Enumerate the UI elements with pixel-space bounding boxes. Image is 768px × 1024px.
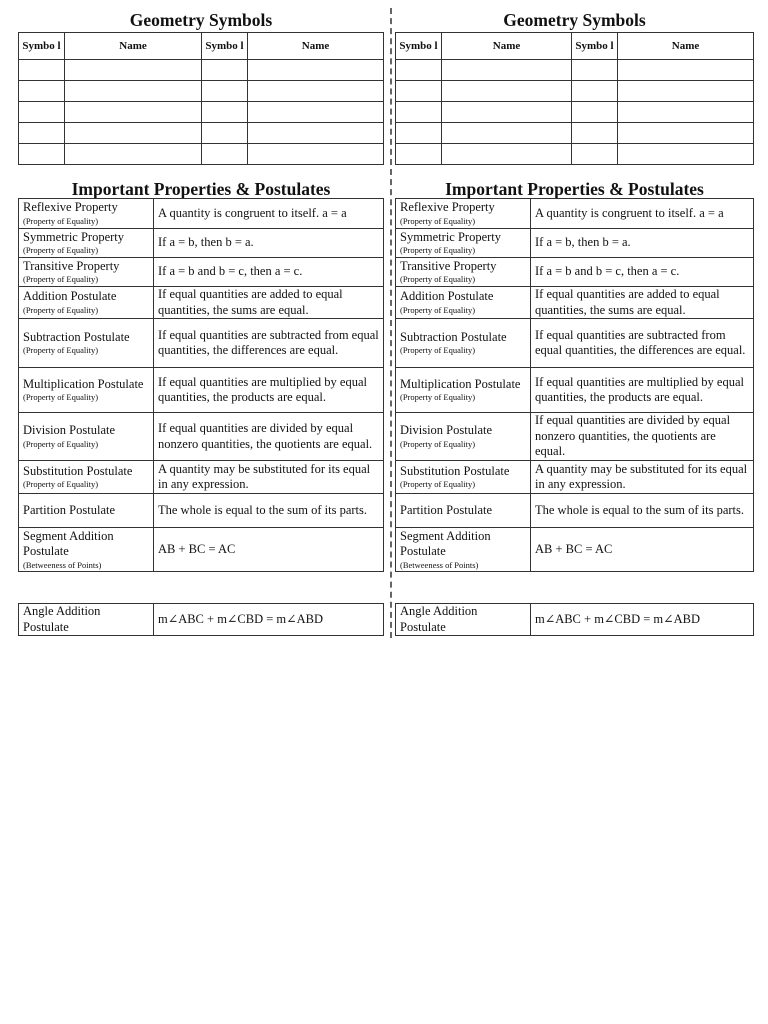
symbols-empty-row (396, 81, 754, 102)
symbols-empty-row (396, 102, 754, 123)
property-category: (Property of Equality) (400, 304, 476, 315)
blank-cell[interactable] (572, 60, 618, 81)
property-category: (Property of Equality) (23, 345, 99, 356)
property-name-cell (19, 528, 154, 572)
symbols-header-row (396, 33, 754, 60)
property-name: Addition Postulate (400, 289, 494, 304)
symbols-empty-row (396, 60, 754, 81)
blank-cell[interactable] (65, 60, 202, 81)
blank-cell[interactable] (202, 144, 248, 165)
blank-cell[interactable] (19, 102, 65, 123)
property-category: (Property of Equality) (400, 392, 476, 403)
property-description: If a = b, then b = a. (531, 229, 754, 258)
property-name: Addition Postulate (23, 289, 117, 304)
property-category: (Property of Equality) (23, 438, 99, 449)
property-name: Division Postulate (400, 423, 493, 438)
property-category: (Property of Equality) (23, 304, 99, 315)
blank-cell[interactable] (396, 81, 442, 102)
property-description: m∠ABC + m∠CBD = m∠ABD (531, 604, 754, 636)
property-category: (Property of Equality) (400, 215, 476, 226)
property-name-cell (19, 413, 154, 461)
symbol-header: Symbo l (19, 33, 65, 60)
property-name: Partition Postulate (400, 502, 493, 517)
property-name: Symmetric Property (400, 229, 502, 244)
property-row (19, 319, 384, 368)
property-row (396, 229, 754, 258)
property-description: A quantity may be substituted for its equal in any expression. (531, 461, 754, 494)
property-name-cell (396, 199, 531, 229)
name-header: Name (618, 33, 754, 60)
property-name: Substitution Postulate (400, 463, 510, 478)
symbol-header: Symbo l (202, 33, 248, 60)
property-description: If equal quantities are subtracted from equal quantities, the differences are equal. (154, 319, 384, 368)
property-description: If a = b and b = c, then a = c. (154, 258, 384, 287)
property-category: (Property of Equality) (23, 479, 99, 490)
property-description: AB + BC = AC (531, 528, 754, 572)
blank-cell[interactable] (248, 123, 384, 144)
property-category: (Property of Equality) (23, 215, 99, 226)
property-name: Segment Addition Postulate (23, 528, 114, 558)
property-description: If equal quantities are divided by equal nonzero quantities, the quotients are equal. (154, 413, 384, 461)
property-category: (Property of Equality) (400, 245, 476, 256)
property-name-cell (396, 368, 531, 413)
blank-cell[interactable] (396, 102, 442, 123)
blank-cell[interactable] (19, 81, 65, 102)
symbols-header-row (19, 33, 384, 60)
property-name: Angle Addition Postulate (19, 604, 154, 636)
properties-table (395, 198, 754, 572)
property-description: A quantity is congruent to itself. a = a (531, 199, 754, 229)
blank-cell[interactable] (396, 123, 442, 144)
property-row (396, 258, 754, 287)
blank-cell[interactable] (65, 81, 202, 102)
property-name-cell (396, 461, 531, 494)
property-row (396, 199, 754, 229)
property-row (19, 199, 384, 229)
property-name-cell (396, 258, 531, 287)
property-row (19, 229, 384, 258)
angle-addition-table (395, 603, 754, 636)
property-name: Subtraction Postulate (400, 329, 507, 344)
angle-addition-table (18, 603, 384, 636)
property-row (19, 413, 384, 461)
symbols-empty-row (19, 60, 384, 81)
property-row (19, 528, 384, 572)
blank-cell[interactable] (442, 60, 572, 81)
blank-cell[interactable] (618, 60, 754, 81)
property-description: AB + BC = AC (154, 528, 384, 572)
symbol-header: Symbo l (396, 33, 442, 60)
blank-cell[interactable] (572, 144, 618, 165)
property-name: Subtraction Postulate (23, 329, 130, 344)
property-name-cell (396, 229, 531, 258)
property-category: (Betweeness of Points) (400, 559, 479, 570)
property-description: If equal quantities are subtracted from equal quantities, the differences are equal. (531, 319, 754, 368)
property-name-cell (396, 528, 531, 572)
property-row (19, 368, 384, 413)
property-name: Multiplication Postulate (23, 376, 144, 391)
symbols-empty-row (19, 144, 384, 165)
blank-cell[interactable] (442, 123, 572, 144)
property-name-cell (19, 258, 154, 287)
property-description: If equal quantities are divided by equal nonzero quantities, the quotients are equal. (531, 413, 754, 461)
property-row (396, 368, 754, 413)
property-description: If a = b and b = c, then a = c. (531, 258, 754, 287)
property-row (19, 494, 384, 528)
property-name-cell (19, 229, 154, 258)
blank-cell[interactable] (396, 144, 442, 165)
blank-cell[interactable] (202, 102, 248, 123)
property-row (396, 287, 754, 319)
blank-cell[interactable] (65, 102, 202, 123)
symbols-table (395, 32, 754, 165)
blank-cell[interactable] (618, 123, 754, 144)
property-name: Division Postulate (23, 423, 116, 438)
property-description: m∠ABC + m∠CBD = m∠ABD (154, 604, 384, 636)
property-name-cell (396, 287, 531, 319)
property-name: Reflexive Property (400, 200, 495, 215)
property-name: Substitution Postulate (23, 463, 133, 478)
blank-cell[interactable] (618, 144, 754, 165)
name-header: Name (65, 33, 202, 60)
blank-cell[interactable] (442, 102, 572, 123)
property-name-cell (19, 287, 154, 319)
symbols-table (18, 32, 384, 165)
property-category: (Property of Equality) (23, 392, 99, 403)
property-row (19, 461, 384, 494)
property-name: Angle Addition Postulate (396, 604, 531, 636)
property-description: The whole is equal to the sum of its parts. (531, 494, 754, 528)
blank-cell[interactable] (248, 81, 384, 102)
property-name: Segment Addition Postulate (400, 528, 491, 558)
symbols-empty-row (19, 102, 384, 123)
blank-cell[interactable] (65, 144, 202, 165)
property-row (19, 258, 384, 287)
blank-cell[interactable] (442, 81, 572, 102)
property-name-cell (396, 319, 531, 368)
property-category: (Property of Equality) (400, 438, 476, 449)
property-name-cell (19, 319, 154, 368)
blank-cell[interactable] (248, 102, 384, 123)
property-row (396, 319, 754, 368)
blank-cell[interactable] (618, 81, 754, 102)
blank-cell[interactable] (572, 123, 618, 144)
properties-table (18, 198, 384, 572)
properties-title: Important Properties & Postulates (445, 179, 704, 199)
property-description: If equal quantities are added to equal quantities, the sums are equal. (154, 287, 384, 319)
property-description: If equal quantities are multiplied by equal quantities, the products are equal. (531, 368, 754, 413)
blank-cell[interactable] (248, 60, 384, 81)
blank-cell[interactable] (19, 123, 65, 144)
blank-cell[interactable] (618, 102, 754, 123)
blank-cell[interactable] (396, 60, 442, 81)
blank-cell[interactable] (202, 60, 248, 81)
properties-title: Important Properties & Postulates (71, 179, 331, 199)
property-row (396, 494, 754, 528)
blank-cell[interactable] (248, 144, 384, 165)
property-name: Multiplication Postulate (400, 376, 521, 391)
blank-cell[interactable] (202, 123, 248, 144)
property-category: (Property of Equality) (400, 479, 476, 490)
property-category: (Property of Equality) (23, 274, 99, 285)
property-description: A quantity is congruent to itself. a = a (154, 199, 384, 229)
blank-cell[interactable] (19, 60, 65, 81)
property-description: A quantity may be substituted for its equal in any expression. (154, 461, 384, 494)
blank-cell[interactable] (572, 102, 618, 123)
angle-addition-row (19, 604, 384, 636)
property-name: Reflexive Property (23, 200, 118, 215)
property-name: Transitive Property (400, 258, 497, 273)
property-category: (Property of Equality) (400, 274, 476, 285)
property-category: (Property of Equality) (400, 345, 476, 356)
symbols-empty-row (396, 144, 754, 165)
property-name-cell (19, 461, 154, 494)
property-description: If equal quantities are added to equal quantities, the sums are equal. (531, 287, 754, 319)
angle-addition-row (396, 604, 754, 636)
property-name-cell (396, 494, 531, 528)
symbols-title: Geometry Symbols (503, 10, 646, 30)
symbols-empty-row (19, 123, 384, 144)
name-header: Name (442, 33, 572, 60)
blank-cell[interactable] (572, 81, 618, 102)
property-name: Partition Postulate (23, 502, 116, 517)
property-name: Transitive Property (23, 258, 120, 273)
symbols-empty-row (396, 123, 754, 144)
blank-cell[interactable] (65, 123, 202, 144)
name-header: Name (248, 33, 384, 60)
property-name-cell (19, 494, 154, 528)
property-row (396, 461, 754, 494)
blank-cell[interactable] (202, 81, 248, 102)
property-row (396, 413, 754, 461)
symbols-title: Geometry Symbols (129, 10, 273, 30)
property-name: Symmetric Property (23, 229, 125, 244)
property-description: The whole is equal to the sum of its parts. (154, 494, 384, 528)
property-row (19, 287, 384, 319)
property-description: If a = b, then b = a. (154, 229, 384, 258)
property-description: If equal quantities are multiplied by equal quantities, the products are equal. (154, 368, 384, 413)
symbol-header: Symbo l (572, 33, 618, 60)
blank-cell[interactable] (19, 144, 65, 165)
cut-line-divider (390, 8, 392, 638)
property-category: (Property of Equality) (23, 245, 99, 256)
blank-cell[interactable] (442, 144, 572, 165)
property-name-cell (19, 368, 154, 413)
property-category: (Betweeness of Points) (23, 559, 102, 570)
symbols-empty-row (19, 81, 384, 102)
property-name-cell (19, 199, 154, 229)
property-name-cell (396, 413, 531, 461)
property-row (396, 528, 754, 572)
